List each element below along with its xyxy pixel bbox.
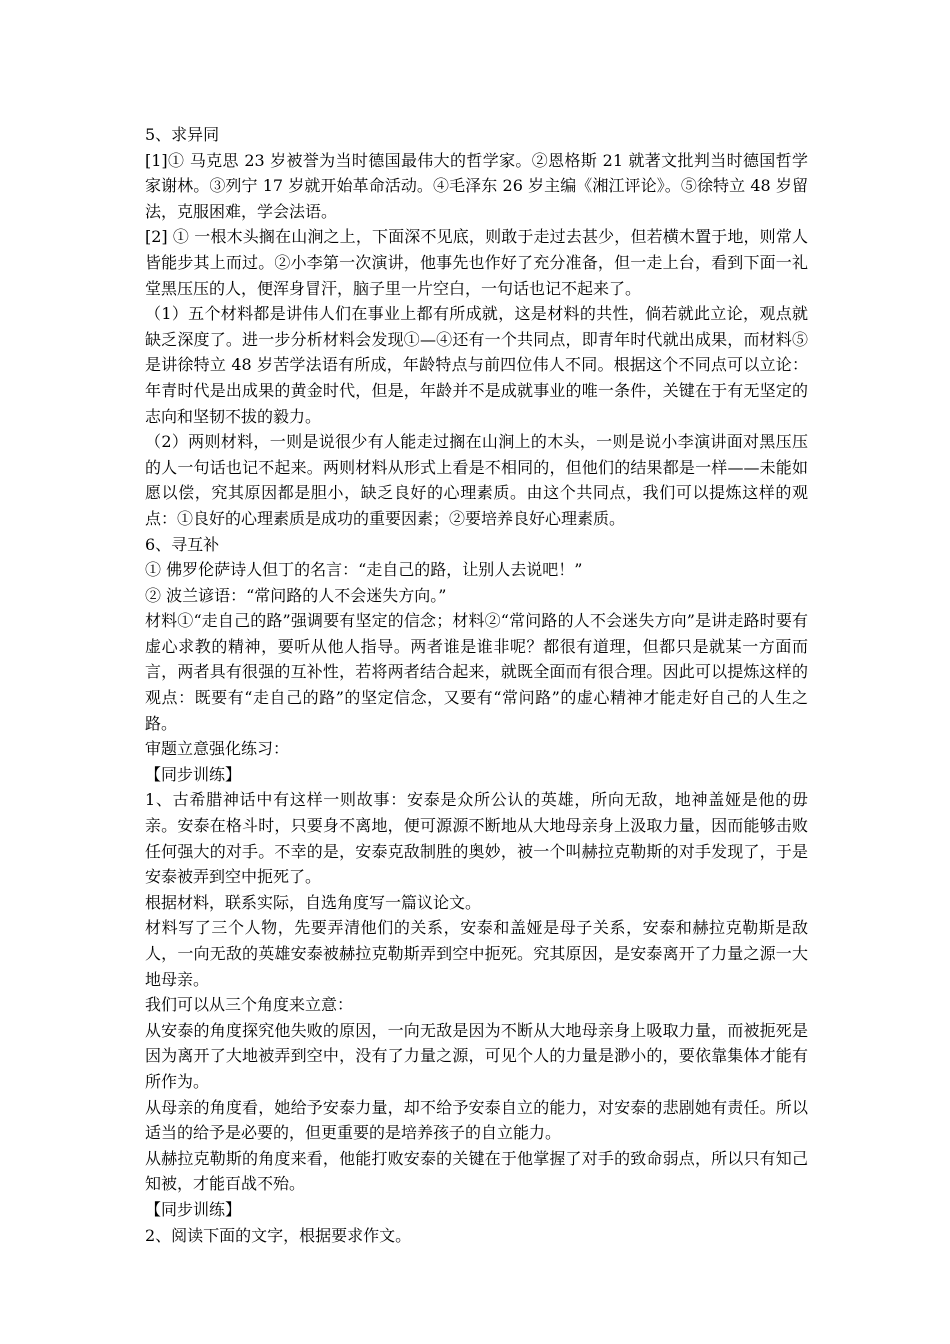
- sync-training-label-2: 【同步训练】: [145, 1199, 242, 1219]
- material-paragraph-2: [2] ① 一根木头搁在山涧之上，下面深不见底，则敢于走过去甚少，但若横木置于地，则常人皆能步其上而过。②小李第一次演讲，他事先也作好了充分准备，但一走上台，看到下面一礼堂黑压压的人，便浑身冒汗，脑子里一片空白，一句话也记不起来了。: [145, 227, 808, 298]
- quote-dante: ① 佛罗伦萨诗人但丁的名言：“走自己的路，让别人去说吧！”: [145, 560, 583, 580]
- analysis-paragraph-2: （2）两则材料，一则是说很少有人能走过搁在山涧上的木头，一则是说小李演讲面对黑压压的人一句话也记不起来。两则材料从形式上看是不相同的，但他们的结果都是一样——未能如愿以偿，究其原因都是胆小，缺乏良好的心理素质。由这个共同点，我们可以提炼这样的观点：①良好的心理素质是成功的重要因素；②要培养良好心理素质。: [145, 432, 808, 528]
- exercise-1-analysis: 材料写了三个人物，先要弄清他们的关系，安泰和盖娅是母子关系，安泰和赫拉克勒斯是敌人，一向无敌的英雄安泰被赫拉克勒斯弄到空中扼死。究其原因，是安泰离开了力量之源一大地母亲。: [145, 918, 808, 989]
- document-page: [145, 122, 808, 1248]
- sync-training-label-1: 【同步训练】: [145, 764, 242, 784]
- section-heading-5: 5、求异同: [145, 125, 220, 144]
- angles-intro: 我们可以从三个角度来立意：: [145, 995, 354, 1015]
- angle-mother: 从母亲的角度看，她给予安泰力量，却不给予安泰自立的能力，对安泰的悲剧她有责任。所以适当的给予是必要的，但更重要的是培养孩子的自立能力。: [145, 1097, 808, 1143]
- material-paragraph-1: [1]① 马克思 23 岁被誉为当时德国最伟大的哲学家。②恩格斯 21 就著文批判当时德国哲学家谢林。③列宁 17 岁就开始革命活动。④毛泽东 26 岁主编《湘江评论》。⑤徐特立 48 岁留法，克服困难，学会法语。: [145, 150, 808, 221]
- section-heading-6: 6、寻互补: [145, 534, 220, 554]
- exercise-1-instruction: 根据材料，联系实际，自选角度写一篇议论文。: [145, 892, 482, 912]
- complement-analysis-paragraph: 材料①“走自己的路”强调要有坚定的信念；材料②“常问路的人不会迷失方向”是讲走路时要有虚心求教的精神，要听从他人指导。两者谁是谁非呢？都很有道理，但都只是就某一方面而言，两者具有很强的互补性，若将两者结合起来，就既全面而有很合理。因此可以提炼这样的观点：既要有“走自己的路”的坚定信念，又要有“常问路”的虚心精神才能走好自己的人生之路。: [145, 611, 808, 733]
- exercise-1-prompt: 1、古希腊神话中有这样一则故事：安泰是众所公认的英雄，所向无敌，地神盖娅是他的毋亲。安泰在格斗时，只要身不离地，便可源源不断地从大地母亲身上汲取力量，因而能够击败任何强大的对手。不幸的是，安泰克敌制胜的奥妙，被一个叫赫拉克勒斯的对手发现了，于是安泰被弄到空中扼死了。: [145, 790, 808, 887]
- exercise-2-prompt: 2、阅读下面的文字，根据要求作文。: [145, 1225, 412, 1245]
- quote-polish-proverb: ② 波兰谚语：“常问路的人不会迷失方向。”: [145, 585, 447, 605]
- analysis-paragraph-1: （1）五个材料都是讲伟人们在事业上都有所成就，这是材料的共性，倘若就此立论，观点就缺乏深度了。进一步分析材料会发现①—④还有一个共同点，即青年时代就出成果，而材料⑤是讲徐特立 48 岁苦学法语有所成，年龄特点与前四位伟人不同。根据这个不同点可以立论：年青时代是出成果的黄金时代，但是，年龄并不是成就事业的唯一条件，关键在于有无坚定的志向和坚韧不拔的毅力。: [145, 304, 808, 426]
- angle-antaeus: 从安泰的角度探究他失败的原因，一向无敌是因为不断从大地母亲身上吸取力量，而被扼死是因为离开了大地被弄到空中，没有了力量之源，可见个人的力量是渺小的，要依靠集体才能有所作为。: [145, 1020, 808, 1091]
- exercise-heading: 审题立意强化练习：: [145, 739, 290, 759]
- angle-heracles: 从赫拉克勒斯的角度来看，他能打败安泰的关键在于他掌握了对手的致命弱点，所以只有知己知被，才能百战不殆。: [145, 1148, 808, 1194]
